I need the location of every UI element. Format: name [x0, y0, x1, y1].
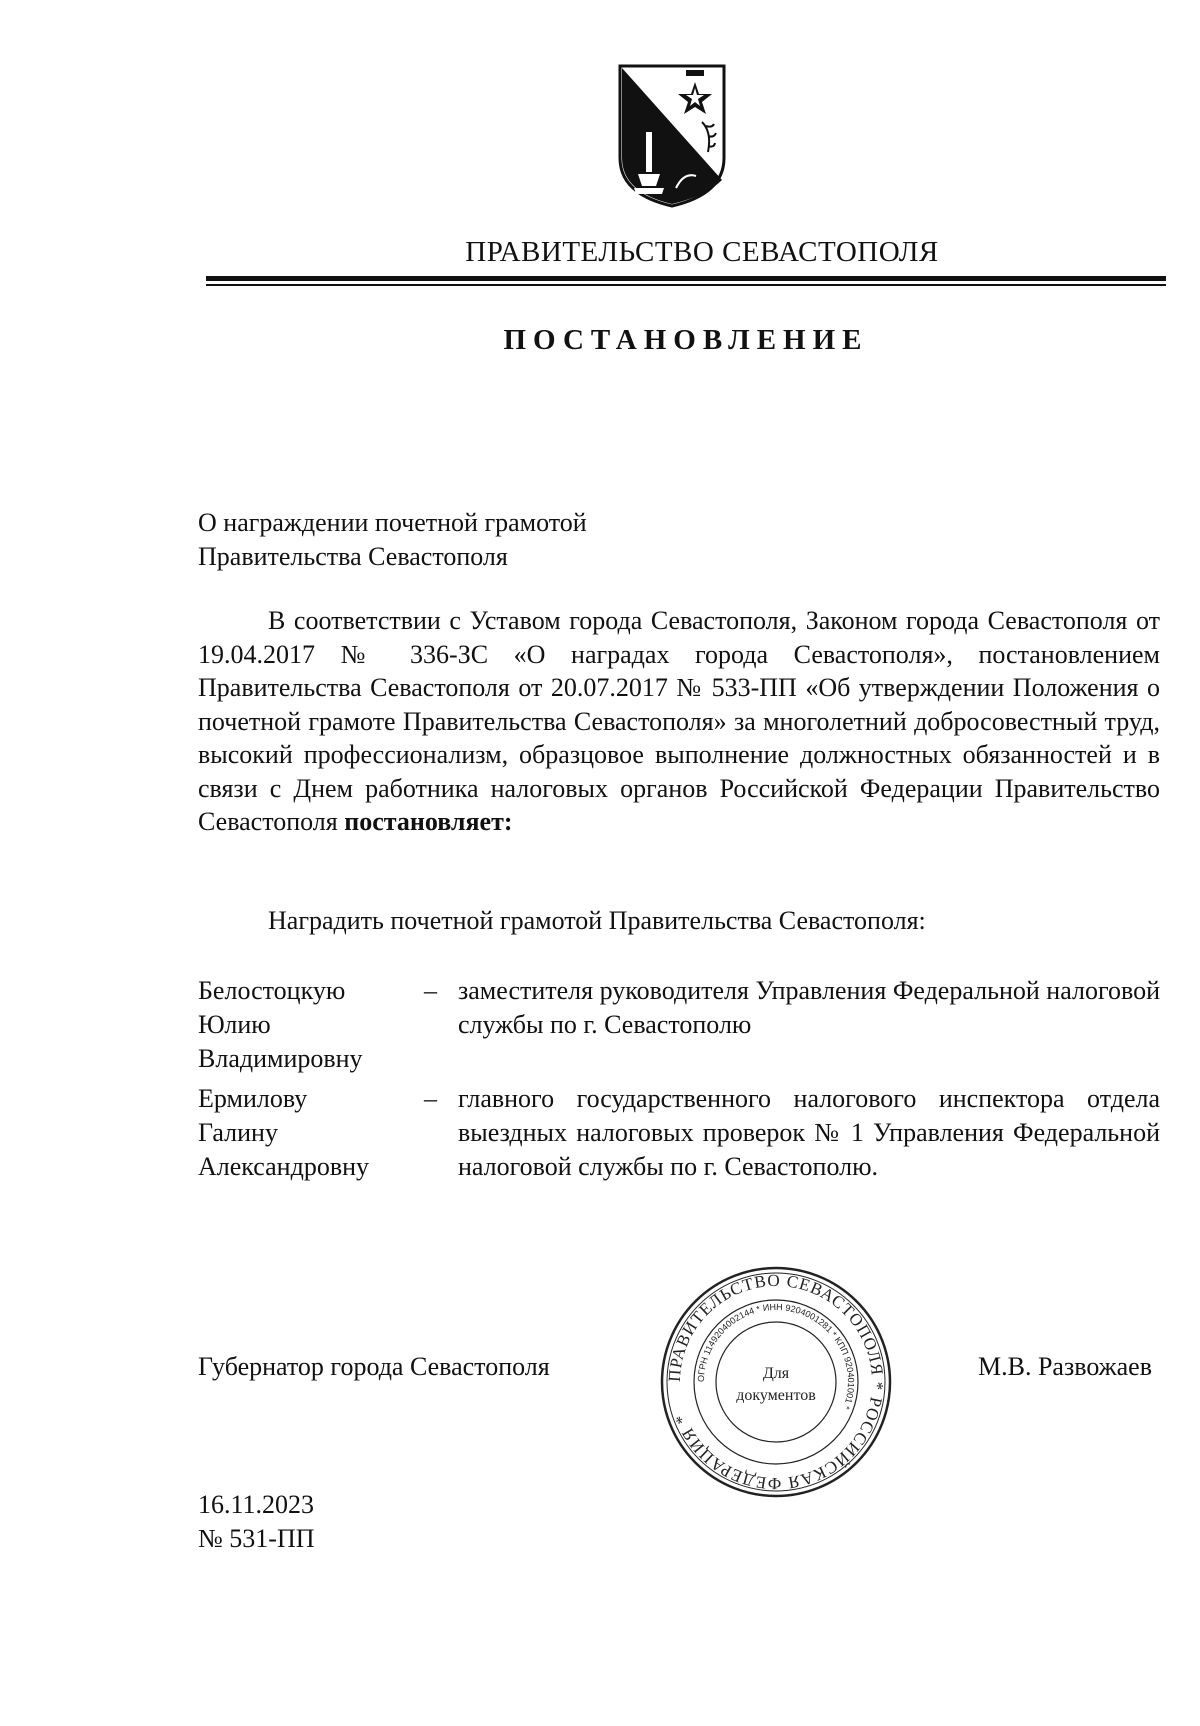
awardee-row: [198, 974, 1160, 1084]
awardee-surname: Ермилову: [198, 1084, 308, 1113]
awardee-dash: –: [424, 1084, 437, 1113]
decree-word: постановляет:: [344, 807, 513, 836]
awardee-full-name: [198, 1082, 418, 1184]
document-type-title: ПОСТАНОВЛЕНИЕ: [503, 324, 869, 356]
awardee-patronymic: Александровну: [198, 1152, 370, 1181]
awardee-first-name: Галину: [198, 1118, 278, 1147]
awardee-position: главного государственного налогового инспектора отдела выездных налоговых проверок № 1 Управления Федеральной налоговой службы по г. Севастополю.: [458, 1084, 1160, 1181]
coat-of-arms-icon: [616, 62, 728, 210]
seal-center-line: Для: [762, 1365, 790, 1382]
seal-center-line: документов: [736, 1387, 816, 1404]
awardee-surname: Белостоцкую: [198, 976, 346, 1005]
preamble-paragraph: [198, 604, 1160, 839]
awardee-position: заместителя руководителя Управления Федеральной налоговой службы по г. Севастополю: [458, 976, 1160, 1039]
seal-inner-text: ОГРН 1149204002144 * ИНН 9204001281 * КПП 920401001 *: [695, 1301, 857, 1411]
award-intro: Наградить почетной грамотой Правительства Севастополя:: [268, 906, 926, 935]
awardee-dash: –: [424, 976, 437, 1005]
document-number: № 531-ПП: [198, 1524, 315, 1553]
awardee-first-name: Юлию: [198, 1010, 271, 1039]
signer-name: М.В. Развожаев: [977, 1352, 1152, 1381]
awardee-full-name: [198, 974, 418, 1076]
seal-outer-text: ПРАВИТЕЛЬСТВО СЕВАСТОПОЛЯ * РОССИЙСКАЯ ФЕДЕРАЦИЯ *: [664, 1270, 888, 1494]
awardee-patronymic: Владимировну: [198, 1044, 363, 1073]
preamble-text: В соответствии с Уставом города Севастополя, Законом города Севастополя от 19.04.2017 № 336-ЗС «О наградах города Севастополя», постановлением Правительства Севастополя от 20.07.2017 № 533-ПП «Об утверждении Положения о почетной грамоте Правительства Севастополя» за многолетний добросовестный труд, высокий профессионализм, образцовое выполнение должностных обязанностей и в связи с Днем работника налоговых органов Российской Федерации Правительство Севастополя: [198, 606, 1160, 836]
document-date: 16.11.2023: [198, 1490, 315, 1519]
awardee-row: [198, 1082, 1160, 1192]
document-subject: [198, 506, 587, 574]
government-name: ПРАВИТЕЛЬСТВО СЕВАСТОПОЛЯ: [465, 236, 939, 268]
subject-line: О награждении почетной грамотой: [198, 508, 587, 537]
official-seal-icon: [656, 1262, 896, 1502]
header-rule-thick: [206, 276, 1166, 281]
signer-title: Губернатор города Севастополя: [198, 1352, 550, 1381]
subject-line: Правительства Севастополя: [198, 542, 508, 571]
header-rule-thin: [206, 284, 1166, 286]
